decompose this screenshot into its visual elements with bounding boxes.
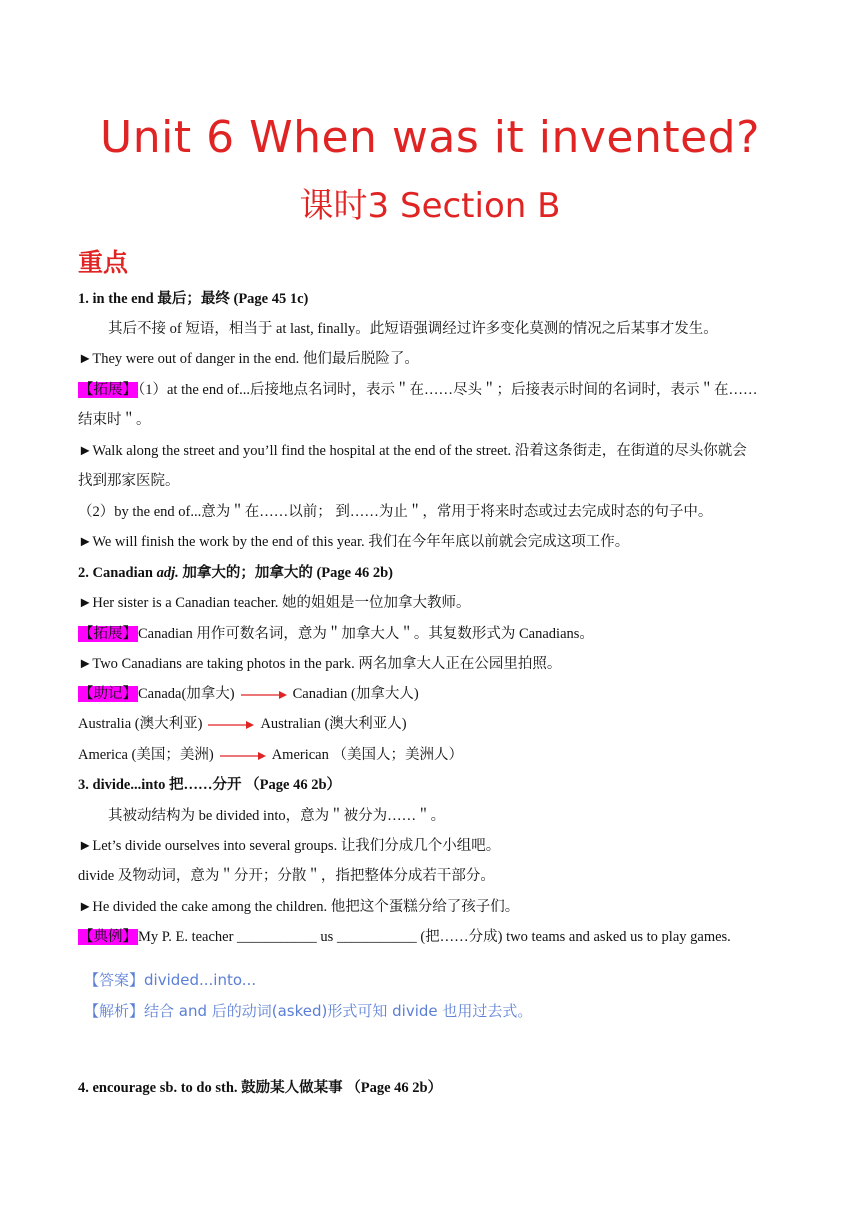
- answer-text: 【答案】divided...into...: [84, 971, 257, 989]
- memory-to: Canadian (加拿大人): [292, 686, 419, 702]
- point-2-meaning: 加拿大的；加拿大的 (Page 46 2b): [178, 565, 393, 581]
- extension-tag: 【拓展】: [79, 626, 137, 642]
- point-1-example: ►They were out of danger in the end. 他们最后脱险了。: [78, 351, 419, 367]
- memory-from: Canada(加拿大): [138, 686, 235, 702]
- memory-to: American （美国人；美洲人）: [271, 747, 463, 763]
- extension-text: （1）at the end of...后接地点名词时，表示＂在……尽头＂；后接表示时间的名词时，表示＂在……: [138, 382, 758, 398]
- point-4-title: 4. encourage sb. to do sth. 鼓励某人做某事 （Page 46 2b）: [78, 1080, 443, 1096]
- point-3-example-2: ►He divided the cake among the children. 他把这个蛋糕分给了孩子们。: [78, 899, 520, 915]
- point-3-example: ►Let’s divide ourselves into several groups. 让我们分成几个小组吧。: [78, 838, 501, 854]
- point-1-description: 其后不接 of 短语，相当于 at last, finally。此短语强调经过许多变化莫测的情况之后某事才发生。: [108, 321, 718, 337]
- point-1-extension-2: （2）by the end of...意为＂在……以前； 到……为止＂，常用于将来时态或过去完成时态的句子中。: [78, 504, 713, 520]
- arrow-right-icon: [220, 751, 266, 761]
- arrow-right-icon: [208, 720, 254, 730]
- document-title: Unit 6 When was it invented?: [100, 112, 760, 163]
- memory-from: America (美国；美洲): [78, 747, 214, 763]
- point-3-case: [78, 927, 788, 947]
- memory-row-america: [78, 745, 788, 765]
- point-1-example-3: ►We will finish the work by the end of this year. 我们在今年年底以前就会完成这项工作。: [78, 534, 630, 550]
- point-1-extension: [78, 380, 788, 400]
- point-3-description-2: divide 及物动词，意为＂分开；分散＂，指把整体分成若干部分。: [78, 868, 495, 884]
- point-2-word: 2. Canadian: [78, 565, 157, 581]
- point-2-example: ►Her sister is a Canadian teacher. 她的姐姐是一位加拿大教师。: [78, 595, 471, 611]
- extension-tag: 【拓展】: [79, 382, 137, 398]
- point-2-extension: [78, 624, 788, 644]
- section-heading: 重点: [78, 248, 129, 277]
- extension-text: Canadian 用作可数名词，意为＂加拿大人＂。其复数形式为 Canadians。: [138, 626, 594, 642]
- document-subtitle: 课时3 Section B: [299, 186, 561, 226]
- case-tag: 【典例】: [79, 929, 137, 945]
- point-1-example-2-cont: 找到那家医院。: [78, 473, 180, 489]
- point-2-title: [78, 563, 788, 583]
- memory-row-australia: [78, 714, 788, 734]
- point-3-title: 3. divide...into 把……分开 （Page 46 2b）: [78, 777, 342, 793]
- case-text: My P. E. teacher ___________ us ___________ (把……分成) two teams and asked us to play games.: [138, 929, 731, 945]
- memory-tag: 【助记】: [79, 686, 137, 702]
- arrow-right-icon: [241, 690, 287, 700]
- point-1-title: 1. in the end 最后；最终 (Page 45 1c): [78, 291, 309, 307]
- point-2-pos: adj.: [156, 565, 179, 581]
- memory-from: Australia (澳大利亚): [78, 716, 203, 732]
- point-1-example-2: ►Walk along the street and you’ll find the hospital at the end of the street. 沿着这条街走，在街道的尽头你就会: [78, 443, 747, 459]
- point-2-example-2: ►Two Canadians are taking photos in the park. 两名加拿大人正在公园里拍照。: [78, 656, 562, 672]
- memory-row-canada: [78, 684, 788, 704]
- memory-to: Australian (澳大利亚人): [260, 716, 407, 732]
- point-1-extension-cont: 结束时＂。: [78, 412, 151, 428]
- point-3-description: 其被动结构为 be divided into，意为＂被分为……＂。: [108, 808, 446, 824]
- analysis-text: 【解析】结合 and 后的动词(asked)形式可知 divide 也用过去式。: [84, 1002, 533, 1020]
